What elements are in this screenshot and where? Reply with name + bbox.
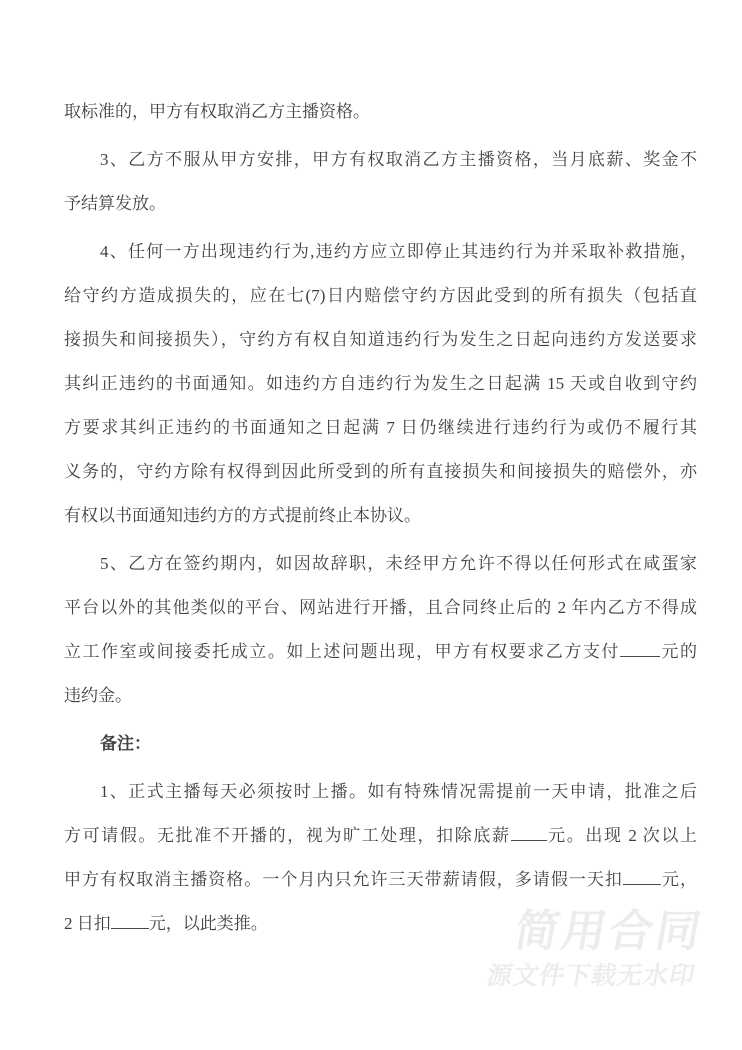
text-line [64,674,697,718]
text-segment: 备注： [100,734,151,753]
paragraph [64,722,697,766]
text-segment: 1、正式主播每天必须按时上播。如有特殊情况需提前一天申请，批准之后 [100,782,697,801]
text-line [64,182,697,226]
text-segment: 方要求其纠正违约的书面通知之日起满 7 日仍继续进行违约行为或仍不履行其 [64,418,697,437]
text-segment: 取标准的，甲方有权取消乙方主播资格。 [64,102,370,121]
text-line [64,138,697,182]
text-segment: 给守约方造成损失的，应在七(7)日内赔偿守约方因此受到的所有损失（包括直 [64,286,697,305]
text-line [64,406,697,450]
text-line [64,902,697,946]
text-line [64,858,697,902]
fill-in-blank [511,822,547,841]
text-line [64,494,697,538]
text-line [64,542,697,586]
text-segment: 元， [660,870,697,889]
text-segment: 方可请假。无批准不开播的，视为旷工处理，扣除底薪 [64,826,511,845]
text-segment: 元。出现 2 次以上 [546,826,697,845]
text-line [64,362,697,406]
fill-in-blank [111,910,149,929]
text-line [64,770,697,814]
text-segment: 有权以书面通知违约方的方式提前终止本协议。 [64,506,421,525]
text-segment: 立工作室或间接委托成立。如上述问题出现，甲方有权要求乙方支付 [64,642,620,661]
text-line [64,318,697,362]
text-segment: 予结算发放。 [64,194,166,213]
document-body [64,90,697,946]
text-segment: 其纠正违约的书面通知。如违约方自违约行为发生之日起满 15 天或自收到守约 [64,374,697,393]
text-segment: 违约金。 [64,686,132,705]
text-line [64,90,697,134]
text-line [64,630,697,674]
text-line [64,586,697,630]
paragraph [64,542,697,718]
paragraph [64,770,697,946]
text-segment: 甲方有权取消主播资格。一个月内只允许三天带薪请假，多请假一天扣 [64,870,623,889]
text-segment: 5、乙方在签约期内，如因故辞职，未经甲方允许不得以任何形式在咸蛋家 [100,554,697,573]
text-line [64,722,697,766]
text-segment: 平台以外的其他类似的平台、网站进行开播，且合同终止后的 2 年内乙方不得成 [64,598,697,617]
text-segment: 元的 [659,642,697,661]
text-segment: 2 日扣 [64,914,111,933]
fill-in-blank [623,866,661,885]
text-line [64,274,697,318]
text-segment: 接损失和间接损失），守约方有权自知道违约行为发生之日起向违约方发送要求 [64,330,697,349]
paragraph [64,90,697,134]
paragraph [64,230,697,538]
text-segment: 4、任何一方出现违约行为,违约方应立即停止其违约行为并采取补救措施， [100,242,697,261]
fill-in-blank [620,638,660,657]
text-line [64,230,697,274]
text-segment: 3、乙方不服从甲方安排，甲方有权取消乙方主播资格，当月底薪、奖金不 [100,150,697,169]
paragraph [64,138,697,226]
text-line [64,450,697,494]
text-line [64,814,697,858]
text-segment: 义务的，守约方除有权得到因此所受到的所有直接损失和间接损失的赔偿外，亦 [64,462,697,481]
text-segment: 元，以此类推。 [148,914,268,933]
watermark-title: 简用合同 [510,907,708,956]
watermark-subtitle: 源文件下载无水印 [484,962,698,991]
